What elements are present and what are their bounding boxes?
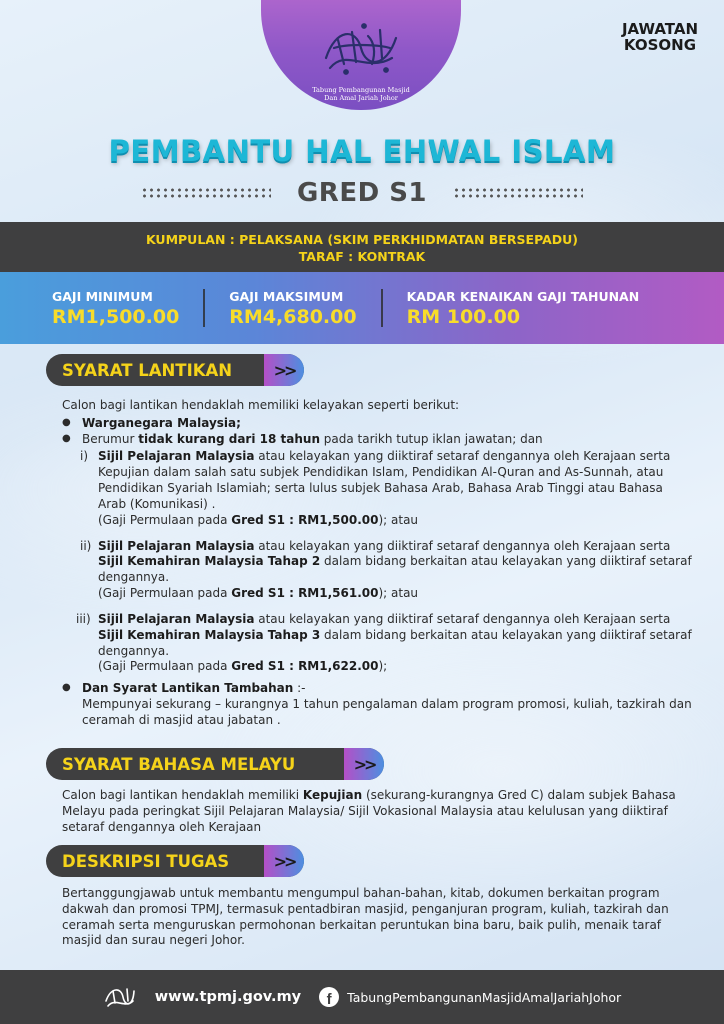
bahasa-pre: Calon bagi lantikan hendaklah memiliki [62, 788, 303, 802]
double-chevron-right-icon: >> [344, 748, 384, 780]
starting-salary-ii [98, 586, 692, 602]
qualification-number: i) [80, 449, 89, 464]
job-grade: GRED S1 [296, 178, 428, 208]
age-pre: Berumur [82, 431, 139, 446]
additional-requirement-post: :- [293, 681, 306, 696]
deskripsi-tugas-heading [46, 845, 304, 877]
kumpulan-band [0, 222, 724, 272]
salary-post: ); atau [378, 586, 419, 601]
syarat-intro: Calon bagi lantikan hendaklah memiliki kelayakan seperti berikut: [62, 398, 460, 412]
bahasa-heading-text: SYARAT BAHASA MELAYU [62, 754, 296, 774]
salary-pre: (Gaji Permulaan pada [98, 512, 232, 527]
qualification-i [62, 449, 692, 528]
salary-inc-value: RM 100.00 [406, 305, 521, 328]
salary-increment [407, 289, 640, 328]
age-bold: tidak kurang dari 18 tahun [138, 431, 320, 446]
syarat-bahasa-heading [46, 748, 384, 780]
list-item [62, 681, 692, 728]
salary-separator [381, 289, 383, 327]
list-item [62, 416, 692, 432]
qualification-number: iii) [76, 611, 91, 626]
salary-post: ); [378, 659, 388, 674]
tag-line-2: KOSONG [623, 35, 697, 54]
citizenship-requirement: Warganegara Malaysia; [82, 415, 241, 430]
starting-salary-iii [98, 659, 692, 675]
syarat-lantikan-heading [46, 354, 304, 386]
taraf-text: TARAF : KONTRAK [298, 248, 426, 264]
calligraphy-logo-icon [316, 18, 406, 80]
salary-maximum [229, 289, 356, 328]
salary-minimum [52, 289, 179, 328]
tugas-heading-text: DESKRIPSI TUGAS [62, 851, 230, 871]
salary-max-value: RM4,680.00 [229, 305, 357, 328]
organization-name [312, 86, 410, 102]
age-post: pada tarikh tutup iklan jawatan; dan [319, 431, 543, 446]
bahasa-bold: Kepujian [302, 788, 363, 802]
salary-bold: Gred S1 : RM1,622.00 [231, 659, 379, 674]
qualification-bold: Sijil Pelajaran Malaysia [98, 611, 255, 626]
additional-requirement-text: Mempunyai sekurang – kurangnya 1 tahun pengalaman dalam program promosi, kuliah, tazkirah dan ceramah di masjid atau jabatan . [82, 697, 692, 727]
qualification-bold-2: Sijil Kemahiran Malaysia Tahap 3 [98, 627, 321, 642]
qualification-text: atau kelayakan yang diiktiraf setaraf dengannya oleh Kerajaan serta [254, 611, 671, 626]
salary-min-label: GAJI MINIMUM [52, 288, 153, 304]
qualification-iii [62, 612, 692, 675]
website-link[interactable]: www.tpmj.gov.my [154, 989, 302, 1005]
syarat-heading-text: SYARAT LANTIKAN [62, 360, 233, 380]
facebook-page-name: TabungPembangunanMasjidAmalJariahJohor [347, 989, 622, 1005]
salary-separator [203, 289, 205, 327]
job-title: PEMBANTU HAL EHWAL ISLAM [108, 134, 616, 168]
salary-post: ); atau [378, 512, 419, 527]
footer [0, 970, 724, 1024]
qualification-text: atau kelayakan yang diiktiraf setaraf dengannya oleh Kerajaan serta Kepujian dalam salah satu subjek Pendidikan Islam, Pendidikan Al-Quran and As-Sunnah, atau Pendidikan Syariah Islamiah; serta lulus subjek Bahasa Arab, Bahasa Arab Tinggi atau Bahasa Arab (Komunikasi) . [98, 449, 671, 511]
qualification-text-2: dalam bidang berkaitan atau kelayakan yang diiktiraf setaraf dengannya. [98, 627, 692, 658]
salary-bold: Gred S1 : RM1,561.00 [231, 586, 379, 601]
salary-max-label: GAJI MAKSIMUM [229, 288, 344, 304]
list-item [62, 432, 692, 448]
syarat-lantikan-body [62, 398, 692, 729]
org-line-1: Tabung Pembangunan Masjid [312, 85, 410, 94]
salary-band [0, 272, 724, 344]
facebook-link[interactable] [319, 987, 621, 1007]
starting-salary-i [98, 513, 692, 529]
qualification-text-2: dalam bidang berkaitan atau kelayakan yang diiktiraf setaraf dengannya. [98, 554, 692, 585]
salary-min-value: RM1,500.00 [52, 305, 180, 328]
grade-row [0, 178, 724, 208]
qualification-bold-2: Sijil Kemahiran Malaysia Tahap 2 [98, 554, 321, 569]
double-chevron-right-icon: >> [264, 845, 304, 877]
kumpulan-text: KUMPULAN : PELAKSANA (SKIM PERKHIDMATAN BERSEPADU) [145, 232, 579, 247]
qualification-bold: Sijil Pelajaran Malaysia [98, 449, 255, 464]
dotted-divider-right [453, 187, 583, 199]
qualification-bold: Sijil Pelajaran Malaysia [98, 538, 255, 553]
syarat-bahasa-body [62, 788, 692, 835]
jawatan-kosong-tag [622, 22, 698, 54]
qualification-number: ii) [80, 538, 92, 553]
additional-requirement-bold: Dan Syarat Lantikan Tambahan [82, 681, 294, 696]
tag-line-1: JAWATAN [621, 20, 698, 38]
dotted-divider-left [141, 187, 271, 199]
salary-inc-label: KADAR KENAIKAN GAJI TAHUNAN [406, 288, 640, 304]
double-chevron-right-icon: >> [264, 354, 304, 386]
deskripsi-tugas-body: Bertanggungjawab untuk membantu mengumpul bahan-bahan, kitab, dokumen berkaitan program dakwah dan promosi TPMJ, termasuk pentadbiran masjid, penganjuran program, kuliah, tazkirah dan ceramah serta menguruskan permohonan berkaitan peruntukan bina baru, baik pulih, menaik taraf masjid dan surau negeri Johor. [62, 886, 669, 948]
facebook-icon: f [319, 987, 339, 1007]
qualification-text: atau kelayakan yang diiktiraf setaraf dengannya oleh Kerajaan serta [254, 538, 671, 553]
org-line-2: Dan Amal Jariah Johor [324, 93, 398, 102]
calligraphy-logo-icon [103, 983, 137, 1011]
salary-bold: Gred S1 : RM1,500.00 [231, 512, 379, 527]
salary-pre: (Gaji Permulaan pada [98, 586, 232, 601]
organization-logo [261, 0, 461, 110]
bahasa-post: (sekurang-kurangnya Gred C) dalam subjek Bahasa Melayu pada peringkat Sijil Pelajaran Malaysia/ Sijil Vokasional Malaysia atau kelulusan yang diiktiraf setaraf dengannya oleh Kerajaan [62, 788, 676, 834]
qualification-ii [62, 539, 692, 602]
salary-pre: (Gaji Permulaan pada [98, 659, 232, 674]
